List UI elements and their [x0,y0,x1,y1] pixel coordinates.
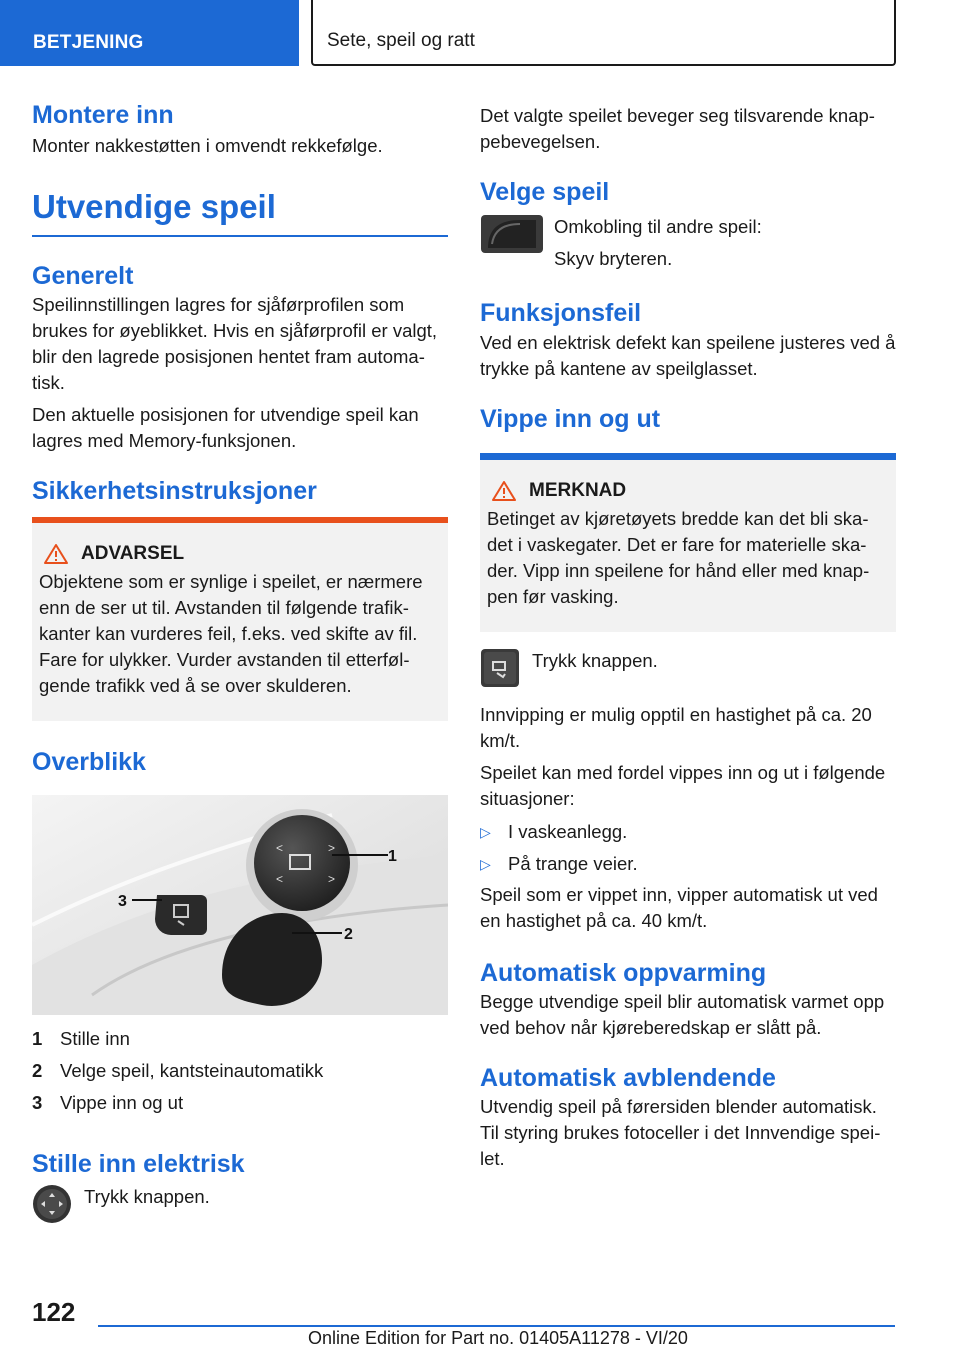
list-item [480,816,896,848]
generelt-text-2: Den aktuelle posisjonen for utvendige speil kan lagres med Memory-funksjonen. [32,404,419,452]
situations-list [480,816,896,880]
velge-heading: Velge speil [480,178,610,206]
section-tab [0,0,299,66]
warning-box [32,523,448,721]
item-text: Velge speil, kantsteinautomatikk [60,1059,324,1081]
stille-row [32,1184,448,1224]
funksjon-heading: Funksjonsfeil [480,299,642,328]
sikkerhet-heading: Sikkerhetsinstruksjoner [32,477,317,506]
list-item [32,1087,448,1119]
edition-text: Online Edition for Part no. 01405A11278 - VI/20 [308,1328,688,1348]
vippe-text-3: Speil som er vippet inn, vipper automatisk ut ved en hastighet på ca. 40 km/t. [480,883,878,931]
oppvarming-heading: Automatisk oppvarming [480,958,767,987]
vippe-button-row [480,648,896,688]
generelt-text-1: Speilinnstillingen lagres for sjåførprofilen som brukes for øyeblikket. Hvis en sjåførprofil er valgt, blir den lagrede posisjonen hentet fram automatisk. [32,294,438,394]
vippe-button-text: Trykk knappen. [532,649,658,671]
stille-heading: Stille inn elektrisk [32,1149,245,1178]
velge-text-2: Skyv bryteren. [554,248,673,270]
vippe-text-2: Speilet kan med fordel vippes inn og ut i følgende situasjoner: [480,761,886,809]
avblendende-heading: Automatisk avblendende [480,1064,776,1092]
item-text: I vaskeanlegg. [508,820,628,842]
bullet-triangle-icon: ▷ [480,823,491,840]
svg-text:<: < [276,840,284,855]
callout-1: 1 [388,847,397,865]
item-number: 2 [32,1059,43,1081]
warning-label: ADVARSEL [81,543,185,565]
mirror-selector-switch-icon [480,214,544,254]
overblikk-heading: Overblikk [32,748,146,777]
item-text: På trange veier. [508,852,638,874]
funksjon-text: Ved en elektrisk defekt kan speilene justeres ved å trykke på kantene av speilglasset. [480,331,896,379]
vippe-text-1: Innvipping er mulig opptil en hastighet på ca. 20 km/t. [480,703,872,751]
warning-text: Objektene som er synlige i speilet, er nærmere enn de ser ut til. Avstanden til følgende trafikkanter kan vurderes feil, f.eks. ved skifte av fil. Fare for ulykker. Vurder avstanden til etterfølgende trafikk ved å se over skulderen. [39,571,423,697]
callout-2: 2 [344,925,353,943]
warning-header [39,543,440,565]
montere-text: Monter nakkestøtten i omvendt rekkefølge. [32,135,383,157]
note-text: Betinget av kjøretøyets bredde kan det bli skadet i vaskegater. Det er fare for materielle skader. Vipp inn speilene for hånd eller med knappen før vasking. [487,507,870,607]
item-text: Vippe inn og ut [60,1091,184,1113]
overblikk-list [32,1023,448,1119]
callout-3: 3 [118,892,127,910]
footer-rule [98,1325,895,1327]
list-item [32,1055,448,1087]
fold-mirror-button-icon [480,648,520,688]
note-box [480,460,896,632]
title-rule [32,235,448,237]
control-panel-drawing [32,795,448,1015]
warning-triangle-icon [43,543,69,565]
avblendende-text: Utvendig speil på førersiden blender automatisk. Til styring brukes fotoceller i det Innvendige speilet. [480,1096,881,1170]
vippe-heading: Vippe inn og ut [480,404,661,433]
left-column [32,100,448,1224]
note-label: MERKNAD [529,479,627,501]
svg-text:<: < [276,871,284,886]
list-item [480,848,896,880]
page-title: Utvendige speil [32,188,276,226]
montere-heading: Montere inn [32,101,174,129]
stille-text: Trykk knappen. [84,1185,210,1207]
chapter-tab [311,0,896,66]
velge-text-1: Omkobling til andre speil: [554,216,762,238]
section-label: BETJENING [33,32,144,53]
svg-text:>: > [328,840,336,855]
page-number: 122 [32,1297,76,1327]
bullet-triangle-icon: ▷ [480,855,491,872]
right-column [480,103,896,1172]
item-text: Stille inn [60,1027,130,1049]
intro-text: Det valgte speilet beveger seg tilsvarende knappebevegelsen. [480,105,875,152]
mirror-adjust-button-icon [32,1184,72,1224]
note-rule [480,453,896,460]
chapter-label: Sete, speil og ratt [327,30,475,51]
velge-row [480,214,896,272]
list-item [32,1023,448,1055]
note-header [487,480,888,502]
item-number: 3 [32,1091,43,1113]
oppvarming-text: Begge utvendige speil blir automatisk varmet opp ved behov når kjørеberedskap er slått på. [480,991,885,1038]
svg-text:>: > [328,871,336,886]
generelt-heading: Generelt [32,261,134,290]
item-number: 1 [32,1027,43,1049]
warning-triangle-icon [491,480,517,502]
control-panel-illustration [32,795,448,1015]
